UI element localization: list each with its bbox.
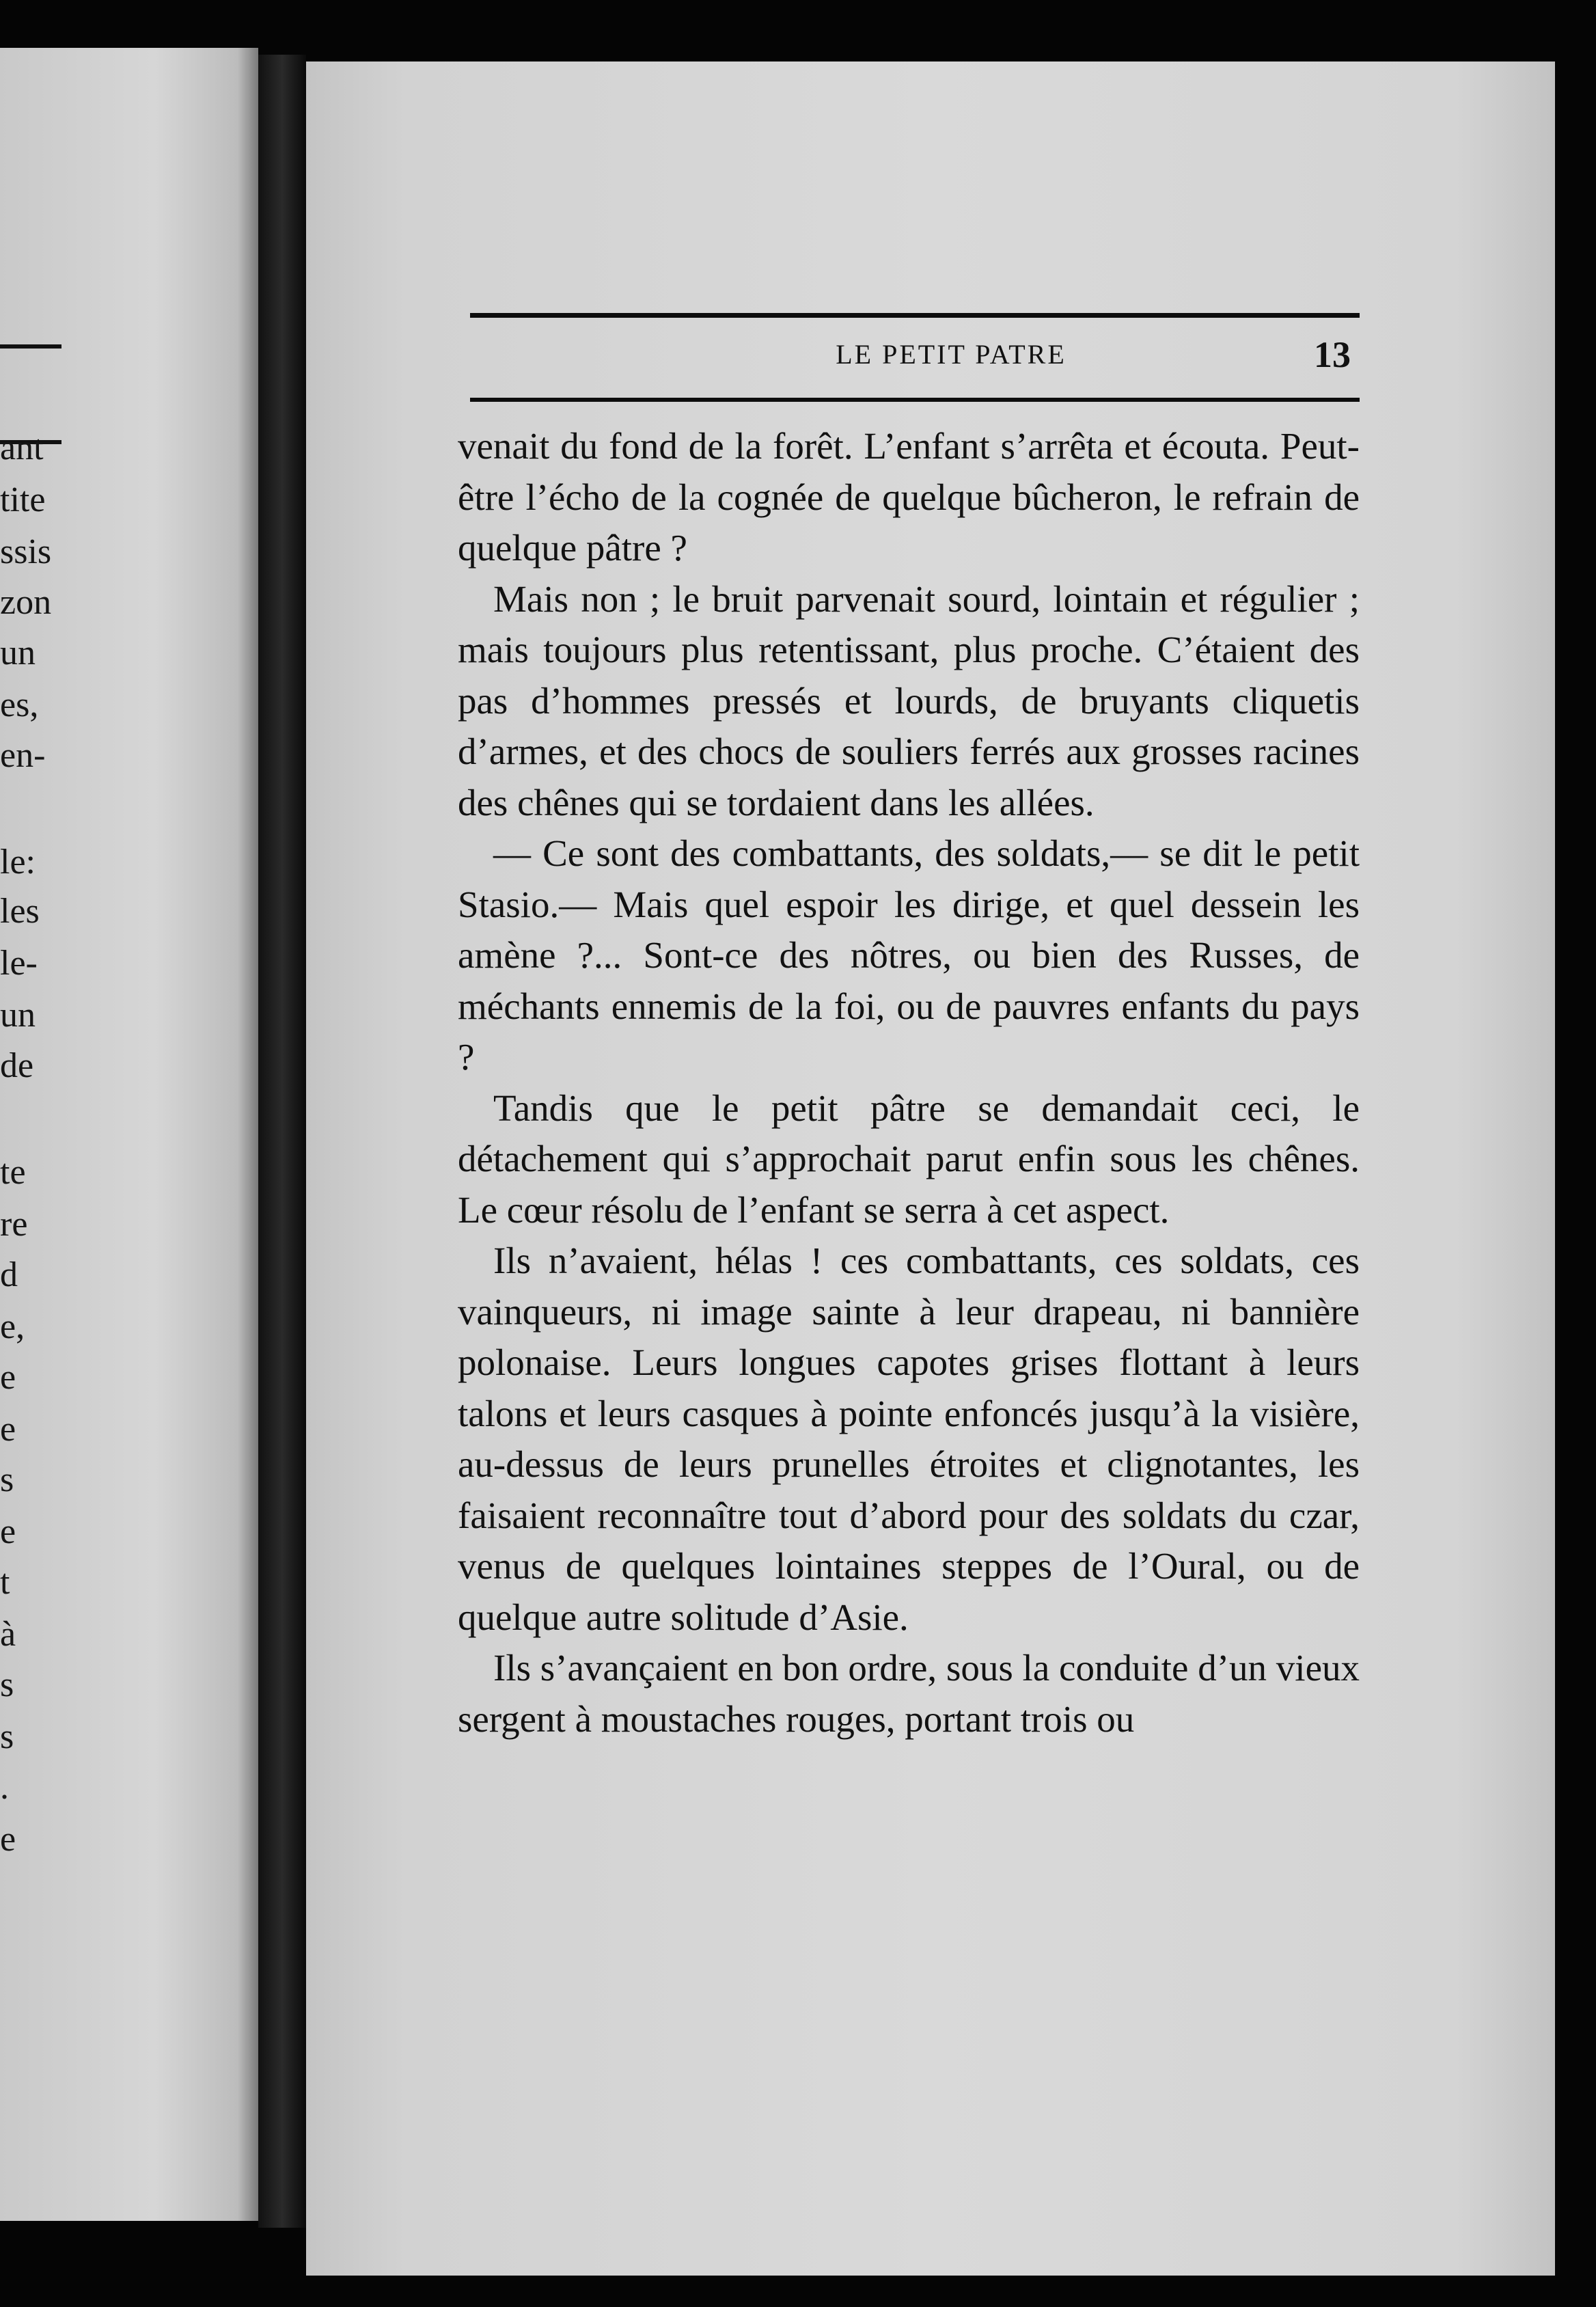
left-page-fragment: un (0, 996, 36, 1035)
left-page-fragment: e, (0, 1307, 25, 1346)
left-page-fragment: e (0, 1820, 16, 1859)
left-page (0, 48, 258, 2221)
left-page-fragment: ssis (0, 532, 52, 571)
left-page-fragment: re (0, 1205, 28, 1244)
left-page-fragment: un (0, 633, 36, 672)
left-page-fragment: le: (0, 843, 36, 882)
left-page-fragment: zon (0, 583, 52, 622)
left-page-fragment: à (0, 1615, 16, 1654)
header-rule-bottom (470, 398, 1360, 402)
running-title: LE PETIT PATRE (836, 339, 1067, 370)
left-page-fragment: te (0, 1153, 26, 1192)
left-page-rule-top (0, 344, 61, 349)
paragraph: Ils s’avançaient en bon ordre, sous la conduite d’un vieux sergent à moustaches rouges, portant trois ou (458, 1647, 1360, 1740)
left-page-fragment: le- (0, 944, 38, 983)
left-page-fragment: les (0, 892, 40, 931)
paragraph: Ils n’avaient, hélas ! ces combattants, ces soldats, ces vainqueurs, ni image sainte à leur drapeau, ni bannière polonaise. Leurs longues capotes grises flottant à leurs talons et leurs casques à pointe enfoncés jusqu’à la visière, au-dessus de leurs prunelles étroites et clignotantes, les faisaient reconnaître tout d’abord pour des soldats du czar, venus de quelques lointaines steppes de l’Oural, ou de quelque autre solitude d’Asie. (458, 1240, 1360, 1638)
paragraph: Tandis que le petit pâtre se demandait ceci, le détachement qui s’approchait parut enfin sous les chênes. Le cœur résolu de l’enfant se serra à cet aspect. (458, 1087, 1360, 1231)
left-page-fragment: ant (0, 428, 44, 467)
left-page-fragment: en- (0, 736, 46, 775)
paragraph: venait du fond de la forêt. L’enfant s’arrêta et écouta. Peut-être l’écho de la cognée de quelque bûcheron, le refrain de quelque pâtre ? (458, 425, 1360, 569)
book-gutter (258, 55, 306, 2228)
paragraph: Mais non ; le bruit parvenait sourd, lointain et régulier ; mais toujours plus retentissant, plus proche. C’étaient des pas d’hommes pressés et lourds, de bruyants cliquetis d’armes, et des chocs de souliers ferrés aux grosses racines des chênes qui se tordaient dans les allées. (458, 577, 1360, 823)
paragraph: — Ce sont des combattants, des soldats,— se dit le petit Stasio.— Mais quel espoir les dirige, et quel dessein les amène ?... Sont-ce des nôtres, ou bien des Russes, de méchants ennemis de la foi, ou de pauvres enfants du pays ? (458, 832, 1360, 1078)
body-text (458, 421, 1360, 1745)
left-page-fragment: e (0, 1410, 16, 1449)
left-page-fragment: s (0, 1460, 14, 1499)
left-page-fragment: d (0, 1255, 18, 1294)
right-page (306, 62, 1555, 2276)
left-page-fragment: es, (0, 685, 39, 724)
left-page-fragment: . (0, 1768, 9, 1807)
left-page-fragment: e (0, 1358, 16, 1397)
left-page-fragment: de (0, 1046, 34, 1085)
left-page-fragment: s (0, 1717, 14, 1756)
header-rule-top (470, 313, 1360, 318)
left-page-fragment: t (0, 1563, 10, 1602)
left-page-fragment: tite (0, 480, 46, 519)
page-number: 13 (1314, 334, 1351, 375)
left-page-fragment: e (0, 1512, 16, 1551)
left-page-fragment: s (0, 1665, 14, 1704)
